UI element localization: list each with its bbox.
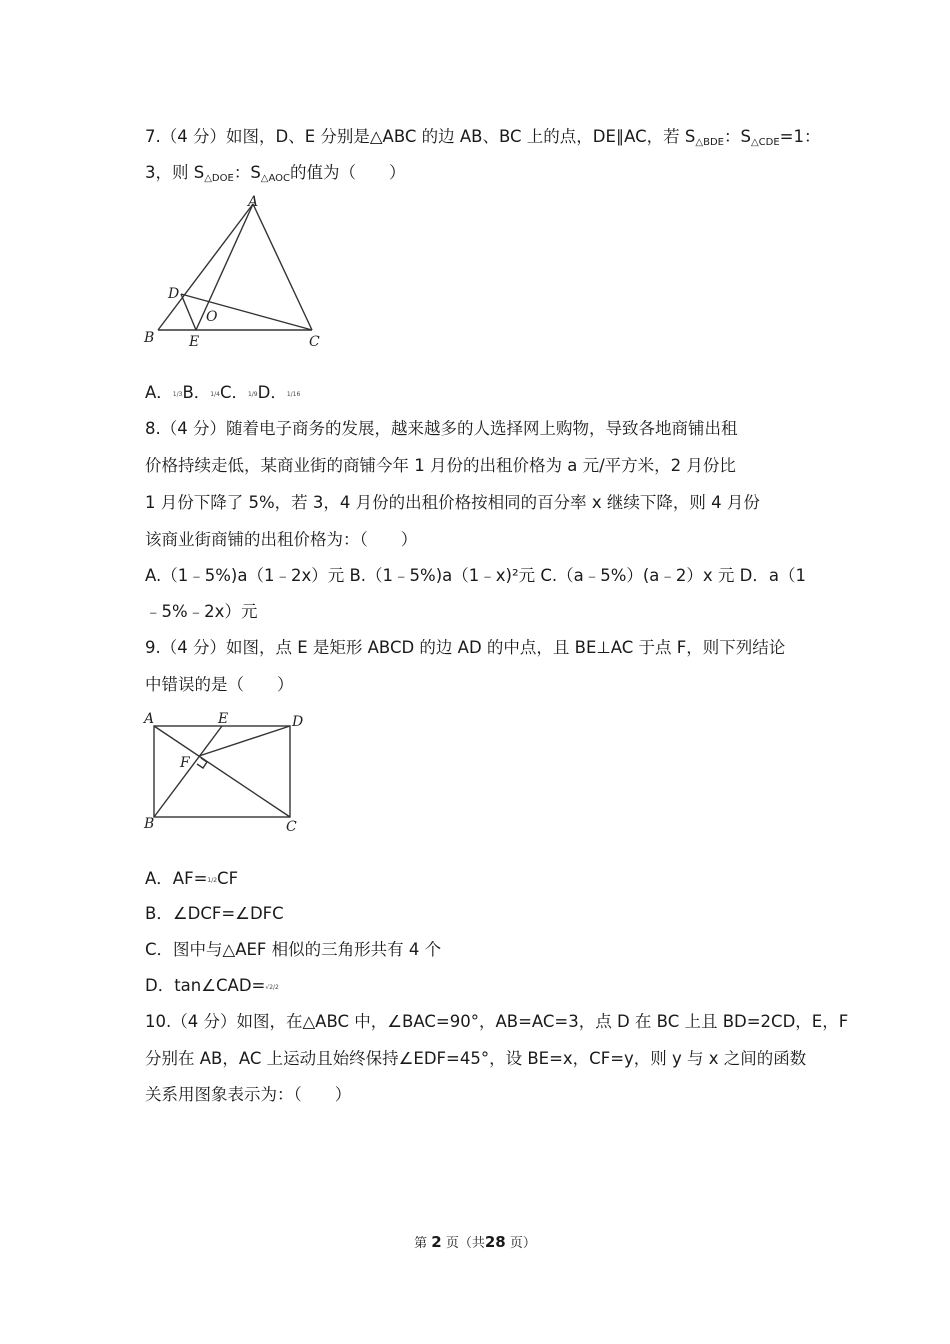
- q9-right-angle-mark: [197, 758, 207, 768]
- q10-stem-line1: 10.（4 分）如图，在△ABC 中，∠BAC=90°，AB=AC=3，点 D 在 BC 上且 BD=2CD，E，F: [145, 1012, 849, 1031]
- q9-label-a: A: [144, 711, 155, 727]
- q9-option-a: A．AF=1/2CF: [145, 869, 239, 888]
- q7-label-e: E: [189, 334, 200, 350]
- q9-option-b: B．∠DCF=∠DFC: [145, 904, 284, 923]
- q9-stem-line2: 中错误的是（ ）: [145, 675, 294, 694]
- q7-segment-dc: [181, 294, 312, 330]
- q7-stem-line2: 3，则 $S_{\triangle DOE}$：$S_{\triangle AOC}$的值为（ ）: [145, 163, 406, 184]
- q8-options-line1: A.（1﹣5%)a（1﹣2x）元 B.（1﹣5%)a（1﹣x)²元 C.（a﹣5%）(a﹣2）x 元 D．a（1: [145, 566, 806, 585]
- q9-label-b: B: [144, 816, 155, 832]
- q7-label-o: O: [206, 309, 218, 325]
- q10-stem-line2: 分别在 AB，AC 上运动且始终保持∠EDF=45°，设 BE=x，CF=y，则 y 与 x 之间的函数: [145, 1049, 807, 1068]
- q7-label-b: B: [144, 330, 155, 346]
- page-footer: 第 2 页（共28 页）: [414, 1233, 536, 1251]
- q9-segment-fd: [199, 726, 290, 756]
- q9-figure: [140, 704, 315, 843]
- q7-options: A．1/3B．1/4C．1/9D．1/16: [145, 383, 301, 402]
- q7-label-c: C: [309, 334, 320, 350]
- q8-stem-line4: 该商业街商铺的出租价格为：（ ）: [145, 530, 418, 549]
- q9-label-c: C: [286, 819, 297, 835]
- q8-stem-line2: 价格持续走低，某商业街的商铺今年 1 月份的出租价格为 a 元/平方米，2 月份比: [145, 456, 736, 475]
- q8-options-line2: ﹣5%﹣2x）元: [145, 602, 258, 621]
- q9-segment-be: [154, 726, 222, 817]
- q9-option-d: D．tan∠CAD=√2/2: [145, 976, 279, 995]
- q9-segment-ac: [154, 726, 290, 817]
- q7-stem-line1: 7.（4 分）如图，D、E 分别是△ABC 的边 AB、BC 上的点，DE∥AC，若 $S_{\triangle BDE}$：$S_{\triangle CDE}=1$：: [145, 127, 821, 148]
- q7-label-d: D: [168, 286, 180, 302]
- q7-segment-ac: [253, 204, 312, 330]
- current-page-number: 2: [431, 1233, 442, 1251]
- q9-label-d: D: [292, 714, 304, 730]
- total-page-count: 28: [484, 1233, 506, 1251]
- q7-figure: [140, 192, 340, 361]
- q9-option-c: C．图中与△AEF 相似的三角形共有 4 个: [145, 940, 442, 959]
- q8-stem-line1: 8.（4 分）随着电子商务的发展，越来越多的人选择网上购物，导致各地商铺出租: [145, 419, 738, 438]
- q9-label-f: F: [180, 755, 190, 771]
- q7-segment-de: [181, 294, 196, 330]
- q9-stem-line1: 9.（4 分）如图，点 E 是矩形 ABCD 的边 AD 的中点，且 BE⊥AC 于点 F，则下列结论: [145, 638, 786, 657]
- q10-stem-line3: 关系用图象表示为：（ ）: [145, 1085, 352, 1104]
- q7-label-a: A: [248, 194, 259, 210]
- q8-stem-line3: 1 月份下降了 5%，若 3，4 月份的出租价格按相同的百分率 x 继续下降，则 4 月份: [145, 493, 760, 512]
- q9-label-e: E: [218, 711, 229, 727]
